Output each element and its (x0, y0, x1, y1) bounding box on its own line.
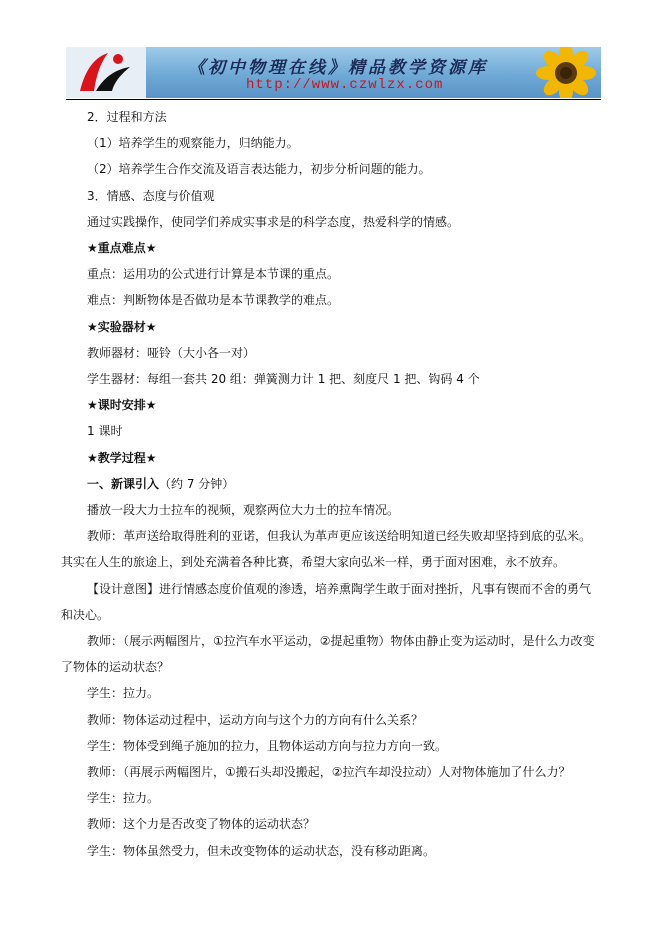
section-heading (61, 445, 600, 471)
paragraph-text: 学生：物体受到绳子施加的拉力，且物体运动方向与拉力方向一致。 (87, 738, 448, 753)
paragraph-text: 学生器材：每组一套共 20 组：弹簧测力计 1 把、刻度尺 1 把、钩码 4 个 (87, 372, 480, 387)
banner-title: 《初中物理在线》精品教学资源库 (188, 58, 488, 78)
document-body (61, 104, 600, 864)
header-banner (66, 47, 601, 98)
paragraph-text: （2）培养学生合作交流及语言表达能力，初步分析问题的能力。 (87, 162, 431, 177)
section-heading (61, 235, 600, 261)
paragraph (61, 759, 600, 785)
paragraph (61, 183, 600, 209)
paragraph-text: 教师：物体运动过程中，运动方向与这个力的方向有什么关系？ (87, 712, 424, 727)
paragraph (61, 811, 600, 837)
paragraph-text: 学生：物体虽然受力，但未改变物体的运动状态，没有移动距离。 (87, 843, 436, 858)
paragraph-text: 难点：判断物体是否做功是本节课教学的难点。 (87, 293, 340, 308)
paragraph (61, 628, 600, 680)
paragraph (61, 209, 600, 235)
paragraph (61, 497, 600, 523)
paragraph-text: 教师：（再展示两幅图片，①搬石头却没搬起，②拉汽车却没拉动）人对物体施加了什么力？ (87, 765, 571, 780)
paragraph (61, 340, 600, 366)
paragraph (61, 523, 600, 575)
paragraph (61, 261, 600, 287)
paragraph-text: （1）培养学生的观察能力，归纳能力。 (87, 136, 299, 151)
section-heading (61, 392, 600, 418)
paragraph-text: 播放一段大力士拉车的视频，观察两位大力士的拉车情况。 (87, 503, 400, 518)
paragraph-text: ★重点难点★ (87, 241, 157, 256)
paragraph-text: 教师：这个力是否改变了物体的运动状态？ (87, 817, 316, 832)
paragraph-text: 通过实践操作，使同学们养成实事求是的科学态度，热爱科学的情感。 (87, 214, 460, 229)
paragraph (61, 733, 600, 759)
paragraph-text: 【设计意图】进行情感态度价值观的渗透，培养熏陶学生敢于面对挫折，凡事有锲而不舍的勇气和决心。 (61, 581, 592, 622)
paragraph (61, 104, 600, 130)
paragraph-text: 学生：拉力。 (87, 686, 160, 701)
paragraph-text: 重点：运用功的公式进行计算是本节课的重点。 (87, 267, 340, 282)
paragraph (61, 576, 600, 628)
paragraph (61, 156, 600, 182)
paragraph-text: ★课时安排★ (87, 398, 157, 413)
paragraph-text: ★实验器材★ (87, 319, 157, 334)
paragraph (61, 287, 600, 313)
section-heading (61, 471, 600, 497)
paragraph-suffix: （约 7 分钟） (159, 476, 235, 491)
logo-icon (66, 47, 146, 98)
paragraph-text: 3．情感、态度与价值观 (87, 188, 215, 203)
paragraph-text: 教师器材：哑铃（大小各一对） (87, 345, 256, 360)
paragraph-text: 1 课时 (87, 424, 123, 439)
section-heading (61, 314, 600, 340)
banner-url[interactable]: http://www.czwlzx.com (246, 77, 444, 93)
paragraph (61, 680, 600, 706)
paragraph-text: 一、新课引入 (87, 476, 160, 491)
paragraph (61, 366, 600, 392)
paragraph-text: 教师：（展示两幅图片，①拉汽车水平运动，②提起重物）物体由静止变为运动时，是什么力改变了物体的运动状态？ (61, 634, 595, 675)
paragraph (61, 418, 600, 444)
paragraph-text: 教师：革声送给取得胜利的亚诺，但我认为革声更应该送给明知道已经失败却坚持到底的弘米。其实在人生的旅途上，到处充满着各种比赛，希望大家向弘米一样，勇于面对困难，永不放弃。 (61, 529, 592, 570)
paragraph (61, 785, 600, 811)
paragraph (61, 707, 600, 733)
paragraph-text: ★教学过程★ (87, 450, 157, 465)
header-rule (66, 99, 601, 100)
paragraph-text: 2．过程和方法 (87, 110, 167, 124)
paragraph-text: 学生：拉力。 (87, 791, 160, 806)
sunflower-icon (511, 47, 601, 98)
paragraph (61, 838, 600, 864)
paragraph (61, 130, 600, 156)
